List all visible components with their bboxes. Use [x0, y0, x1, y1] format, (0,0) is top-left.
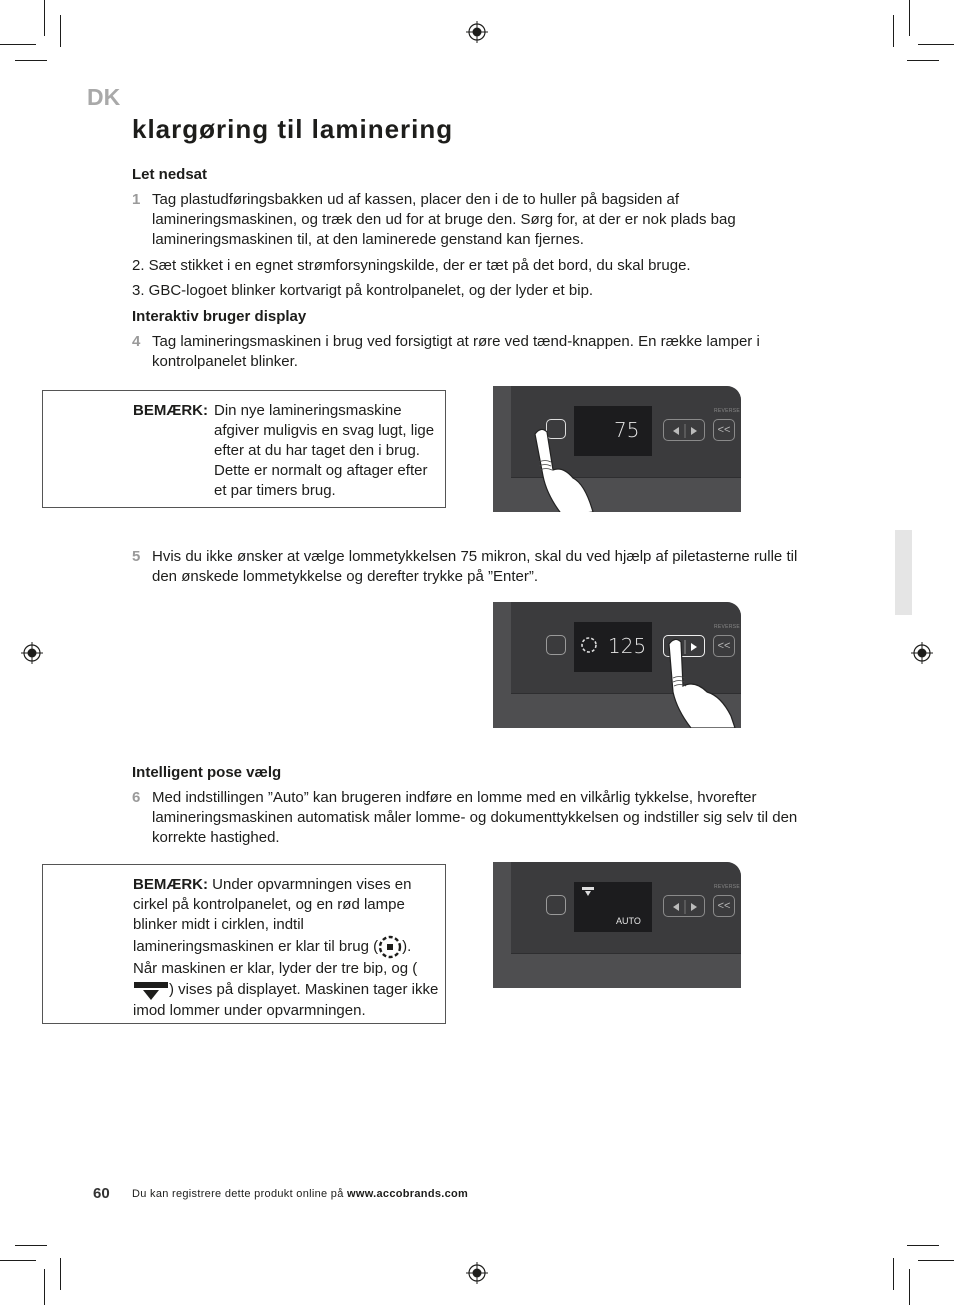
reverse-label: REVERSE — [714, 884, 740, 890]
panel-display — [574, 882, 652, 932]
control-panel-illustration — [493, 862, 741, 988]
warmup-indicator-icon — [378, 935, 402, 959]
registration-mark-icon — [466, 1262, 488, 1284]
power-button-icon — [546, 895, 566, 915]
step-number: 6 — [132, 789, 141, 806]
step-6 — [132, 788, 812, 848]
reverse-label: REVERSE — [714, 408, 740, 414]
ready-pouch-icon — [582, 887, 594, 896]
language-tag: DK — [87, 84, 121, 110]
note-text: Under opvarmningen vises en cirkel på kontrolpanelet, og en rød lampe blinker midt i cirklen, indtil lamineringsmaskinen er klar til brug ( — [133, 876, 412, 955]
note-label: BEMÆRK: — [133, 402, 208, 419]
note-text: Din nye lamineringsmaskine afgiver muligvis en svag lugt, lige efter at du har taget den i brug. Dette er normalt og aftager efter et par timers brug. — [214, 402, 435, 499]
crop-mark — [909, 1269, 910, 1305]
step-text: Tag plastudføringsbakken ud af kassen, placer den i de to huller på bagsiden af lamineringsmaskinen, og træk den ud for at bruge den. Sørg for, at der er nok plads bag lamineringsmaskinen til, at den laminerede genstand kan fjernes. — [152, 191, 736, 248]
crop-mark — [909, 0, 910, 36]
panel-display — [574, 622, 652, 672]
control-panel-illustration — [493, 386, 741, 512]
reverse-label: REVERSE — [714, 624, 740, 630]
registration-mark-icon — [466, 21, 488, 43]
crop-mark — [44, 1269, 45, 1305]
step-number: 1 — [132, 191, 141, 208]
page-number: 60 — [93, 1185, 110, 1202]
section-heading-let-nedsat: Let nedsat — [132, 166, 208, 183]
crop-mark — [907, 1245, 939, 1246]
section-heading-interaktiv: Interaktiv bruger display — [132, 308, 307, 325]
step-5 — [132, 547, 822, 587]
page-title: klargøring til laminering — [132, 114, 454, 144]
display-value: 125 — [608, 634, 647, 658]
display-value: 75 — [614, 418, 640, 442]
footer-url: www.accobrands.com — [347, 1188, 469, 1200]
registration-mark-icon — [911, 642, 933, 664]
note-text: ). Når maskinen er klar, lyder der tre bip, og ( — [133, 937, 418, 977]
note-box — [42, 864, 446, 1024]
note-text: ) vises på displayet. Maskinen tager ikke imod lommer under opvarmningen. — [133, 980, 439, 1019]
display-value: AUTO — [616, 916, 641, 926]
reverse-button-icon: << — [713, 419, 735, 441]
step-4 — [132, 332, 812, 372]
arrow-keys-icon — [663, 895, 705, 917]
panel-face — [511, 862, 741, 954]
crop-mark — [0, 44, 36, 45]
step-text: Med indstillingen ”Auto” kan brugeren indføre en lomme med en vilkårlig tykkelse, hvorefter lamineringsmaskinen automatisk måler lomme- og dokumenttykkelsen og indstiller sig selv til den korrekte hastighed. — [152, 789, 798, 846]
crop-mark — [0, 1260, 36, 1261]
step-text: Tag lamineringsmaskinen i brug ved forsigtigt at røre ved tænd-knappen. En række lamper i kontrolpanelet blinker. — [152, 333, 760, 370]
control-panel-illustration — [493, 602, 741, 728]
section-heading-intelligent: Intelligent pose vælg — [132, 764, 282, 781]
finger-icon — [533, 426, 623, 512]
note-content — [133, 875, 439, 1021]
crop-mark — [907, 60, 939, 61]
crop-mark — [15, 1245, 47, 1246]
ready-pouch-icon — [133, 979, 169, 1001]
crop-mark — [918, 44, 954, 45]
warmup-circle-icon — [580, 636, 598, 654]
step-text: Hvis du ikke ønsker at vælge lommetykkelsen 75 mikron, skal du ved hjælp af piletasterne rulle til den ønskede lommetykkelse og derefter trykke på ”Enter”. — [152, 548, 798, 585]
step-3: 3. GBC-logoet blinker kortvarigt på kontrolpanelet, og der lyder et bip. — [132, 282, 594, 299]
footer-text: Du kan registrere dette produkt online på — [132, 1188, 347, 1200]
registration-mark-icon — [21, 642, 43, 664]
side-tab-marker — [895, 530, 912, 615]
step-number: 4 — [132, 333, 141, 350]
crop-mark — [60, 1258, 61, 1290]
footer — [132, 1188, 468, 1200]
crop-mark — [60, 15, 61, 47]
step-number: 5 — [132, 548, 141, 565]
finger-icon — [665, 636, 741, 728]
note-label: BEMÆRK: — [133, 876, 208, 893]
power-button-icon — [546, 635, 566, 655]
crop-mark — [44, 0, 45, 36]
crop-mark — [15, 60, 47, 61]
note-box — [42, 390, 446, 508]
crop-mark — [893, 15, 894, 47]
reverse-button-icon: << — [713, 895, 735, 917]
arrow-keys-icon — [663, 419, 705, 441]
crop-mark — [918, 1260, 954, 1261]
crop-mark — [893, 1258, 894, 1290]
step-2: 2. Sæt stikket i en egnet strømforsyningskilde, der er tæt på det bord, du skal bruge. — [132, 257, 691, 274]
step-1 — [132, 190, 812, 250]
reverse-button-icon: << — [713, 635, 735, 657]
